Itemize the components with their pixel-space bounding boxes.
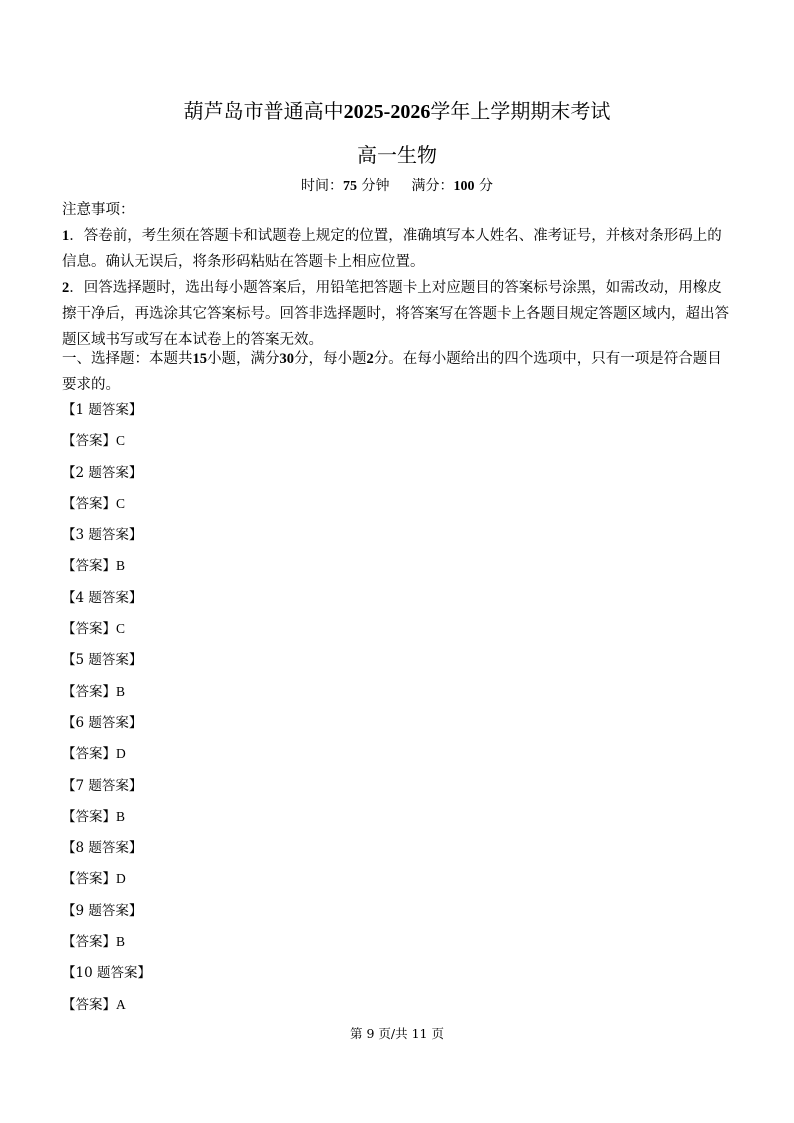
score-unit: 分 bbox=[478, 178, 493, 194]
each-score: 2 bbox=[366, 351, 374, 367]
answer-label: 【答案】 bbox=[62, 808, 116, 825]
answer-line bbox=[62, 554, 736, 585]
answer-value: B bbox=[116, 683, 126, 699]
answer-list bbox=[62, 398, 736, 1024]
title-school-year: 2025-2026 bbox=[343, 101, 431, 123]
answer-label: 【答案】 bbox=[62, 621, 116, 638]
answer-value: D bbox=[116, 746, 126, 762]
notice-item-2 bbox=[62, 275, 736, 353]
question-count: 15 bbox=[192, 351, 207, 367]
answer-value: C bbox=[116, 495, 126, 511]
answer-label: 【答案】 bbox=[62, 495, 116, 512]
page-footer: 第 9 页/共 11 页 bbox=[350, 1026, 444, 1041]
answer-line bbox=[62, 867, 736, 898]
answer-value: C bbox=[116, 433, 126, 449]
title-prefix: 葫芦岛市普通高中 bbox=[183, 99, 344, 123]
answer-line bbox=[62, 742, 736, 773]
answer-line bbox=[62, 617, 736, 648]
section-heading bbox=[62, 346, 736, 398]
subject-title: 高一生物 bbox=[357, 143, 437, 167]
notice-1-number: 1 bbox=[62, 228, 70, 244]
answer-heading: 【1 题答案】 bbox=[62, 402, 143, 418]
answer-heading: 【9 题答案】 bbox=[62, 902, 143, 919]
notice-item-1 bbox=[62, 223, 736, 275]
answer-value: A bbox=[116, 996, 126, 1012]
time-unit: 分钟 bbox=[361, 178, 390, 194]
total-score: 30 bbox=[279, 351, 294, 367]
notice-2-number: 2 bbox=[62, 280, 70, 296]
answer-line bbox=[62, 930, 736, 961]
notice-2-text: ．回答选择题时，选出每小题答案后，用铅笔把答题卡上对应题目的答案标号涂黑，如需改动，用橡皮擦干净后，再选涂其它答案标号。回答非选择题时，将答案写在答题卡上各题目规定答题区域内，超出答题区域书写或写在本试卷上的答案无效。 bbox=[62, 280, 729, 348]
title-suffix: 学年上学期期末考试 bbox=[430, 99, 611, 123]
answer-label: 【答案】 bbox=[62, 871, 116, 888]
time-value: 75 bbox=[343, 179, 358, 194]
section-text-1: 一、选择题：本题共 bbox=[62, 351, 193, 367]
answer-line bbox=[62, 492, 736, 523]
answer-value: B bbox=[116, 934, 126, 950]
answer-value: C bbox=[116, 621, 126, 637]
notices-heading: 注意事项： bbox=[62, 202, 135, 218]
answer-line bbox=[62, 805, 736, 836]
answer-heading: 【4 题答案】 bbox=[62, 589, 143, 606]
document-title bbox=[0, 96, 794, 127]
answer-value: D bbox=[116, 871, 126, 887]
time-label: 时间： bbox=[301, 178, 344, 194]
score-label: 满分： bbox=[411, 178, 454, 194]
answer-heading: 【6 题答案】 bbox=[62, 714, 143, 731]
answer-value: B bbox=[116, 808, 126, 824]
answer-heading: 【8 题答案】 bbox=[62, 840, 143, 857]
answer-label: 【答案】 bbox=[62, 746, 116, 763]
answer-value: B bbox=[116, 558, 126, 574]
answer-line bbox=[62, 429, 736, 460]
notice-1-text: ．答卷前，考生须在答题卡和试题卷上规定的位置，准确填写本人姓名、准考证号，并核对条形码上的信息。确认无误后，将条形码粘贴在答题卡上相应位置。 bbox=[62, 228, 722, 270]
answer-label: 【答案】 bbox=[62, 683, 116, 700]
answer-line bbox=[62, 993, 736, 1024]
answer-line bbox=[62, 680, 736, 711]
answer-heading: 【3 题答案】 bbox=[62, 527, 143, 544]
answer-label: 【答案】 bbox=[62, 433, 116, 450]
score-value: 100 bbox=[453, 179, 475, 194]
answer-heading: 【2 题答案】 bbox=[62, 464, 143, 481]
answer-heading: 【5 题答案】 bbox=[62, 652, 143, 669]
exam-meta bbox=[0, 176, 794, 197]
answer-heading: 【7 题答案】 bbox=[62, 777, 143, 794]
answer-heading: 【10 题答案】 bbox=[62, 965, 151, 982]
answer-label: 【答案】 bbox=[62, 558, 116, 575]
section-text-4: 分。在每小题给出的四个选项中，只有一项是符合题目要求的。 bbox=[62, 351, 722, 393]
section-text-3: 分，每小题 bbox=[294, 351, 367, 367]
section-text-2: 小题，满分 bbox=[207, 351, 280, 367]
answer-label: 【答案】 bbox=[62, 996, 116, 1013]
answer-label: 【答案】 bbox=[62, 934, 116, 951]
